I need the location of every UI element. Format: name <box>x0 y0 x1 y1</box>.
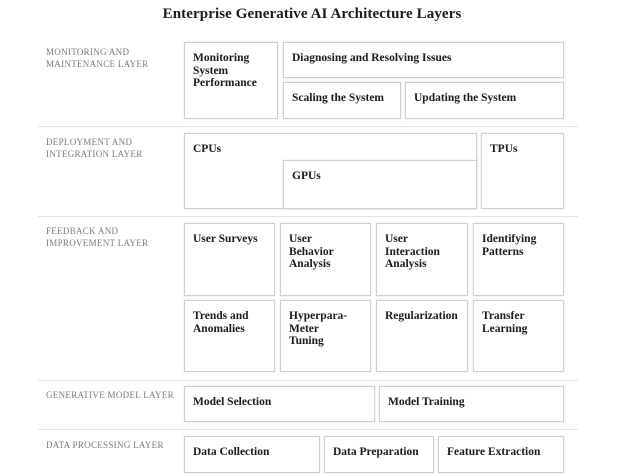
layer-label-deployment: DEPLOYMENT AND INTEGRATION LAYER <box>46 137 143 159</box>
box-gpus: GPUs <box>283 160 477 209</box>
diagram-title: Enterprise Generative AI Architecture Layers <box>162 6 462 22</box>
layer-label-generative: GENERATIVE MODEL LAYER <box>46 390 174 400</box>
box-updating-the-system: Updating the System <box>405 82 564 119</box>
layer-divider <box>38 216 578 217</box>
box-model-training: Model Training <box>379 386 564 422</box>
box-user-behavior-analysis: User Behavior Analysis <box>280 223 371 296</box>
box-tpus: TPUs <box>481 133 564 209</box>
box-feature-extraction: Feature Extraction <box>438 436 564 473</box>
box-user-interaction-analysis: User Interaction Analysis <box>376 223 468 296</box>
box-trends-and-anomalies: Trends and Anomalies <box>184 300 275 372</box>
layer-divider <box>38 380 578 381</box>
box-diagnosing-resolving-issues: Diagnosing and Resolving Issues <box>283 42 564 78</box>
box-cpus: CPUs <box>184 133 477 209</box>
box-data-preparation: Data Preparation <box>324 436 434 473</box>
layer-label-feedback: FEEDBACK AND IMPROVEMENT LAYER <box>46 226 149 248</box>
box-monitoring-system-performance: Monitoring System Performance <box>184 42 278 119</box>
layer-label-data-processing: DATA PROCESSING LAYER <box>46 440 164 450</box>
box-user-surveys: User Surveys <box>184 223 275 296</box>
box-hyperparameter-tuning: Hyperpara- Meter Tuning <box>280 300 371 372</box>
box-identifying-patterns: Identifying Patterns <box>473 223 564 296</box>
layer-label-monitoring: MONITORING AND MAINTENANCE LAYER <box>46 47 149 69</box>
layer-divider <box>38 429 578 430</box>
box-data-collection: Data Collection <box>184 436 320 473</box>
box-model-selection: Model Selection <box>184 386 375 422</box>
box-regularization: Regularization <box>376 300 468 372</box>
box-transfer-learning: Transfer Learning <box>473 300 564 372</box>
box-scaling-the-system: Scaling the System <box>283 82 401 119</box>
layer-divider <box>38 126 578 127</box>
